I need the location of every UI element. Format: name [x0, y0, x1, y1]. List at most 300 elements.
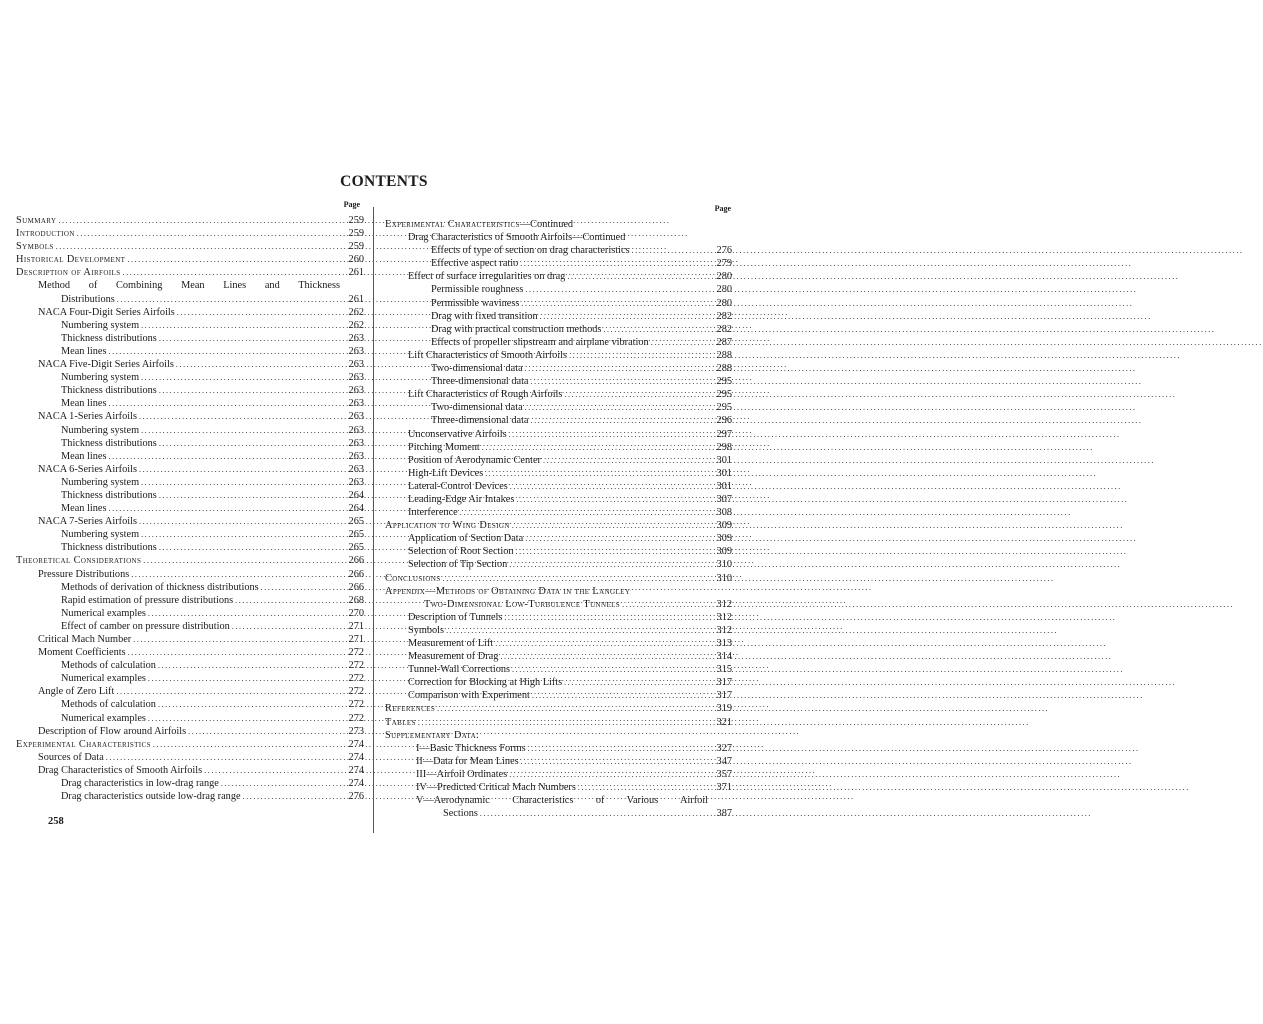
toc-entry-page: 276	[716, 245, 732, 257]
toc-entry-title: Application of Section Data	[408, 533, 524, 545]
dot-leader	[77, 227, 340, 240]
toc-entry-page: 263	[348, 398, 364, 410]
dot-leader	[116, 685, 340, 698]
toc-entry	[16, 463, 364, 476]
toc-entry-title: Permissible roughness	[431, 284, 524, 296]
toc-entry-title: Moment Coefficients	[38, 647, 126, 659]
dot-leader	[117, 293, 340, 306]
toc-entry-title: NACA 7-Series Airfoils	[38, 516, 137, 528]
toc-entry-page: 309	[716, 520, 732, 532]
toc-entry	[385, 480, 732, 493]
dot-leader	[622, 598, 708, 611]
toc-entry-title: Drag characteristics in low-drag range	[61, 778, 219, 790]
toc-entry-page: 282	[716, 323, 732, 335]
toc-entry	[385, 231, 732, 244]
toc-entry-title: Lift Characteristics of Rough Airfoils	[408, 389, 563, 401]
toc-entry	[385, 454, 732, 467]
toc-entry	[16, 790, 364, 803]
dot-leader	[106, 751, 340, 764]
dot-leader	[221, 777, 340, 790]
toc-entry-title: Thickness distributions	[61, 332, 157, 344]
toc-entry	[16, 227, 364, 240]
toc-entry	[16, 672, 364, 685]
toc-entry-title: Drag characteristics outside low-drag range	[61, 791, 241, 803]
toc-entry-page: 307	[716, 493, 732, 505]
toc-entry-page: 288	[716, 349, 732, 361]
dot-leader	[128, 646, 340, 659]
toc-entry-page: 266	[348, 581, 364, 593]
toc-entry-page: 301	[716, 454, 732, 466]
toc-entry-page: 310	[716, 559, 732, 571]
dot-leader	[525, 532, 708, 545]
toc-entry	[16, 594, 364, 607]
toc-entry	[385, 388, 732, 401]
toc-entry	[16, 319, 364, 332]
toc-entry-title: Position of Aerodynamic Center	[408, 454, 541, 466]
dot-leader	[521, 297, 708, 310]
toc-entry-page: 276	[348, 791, 364, 803]
toc-entry	[385, 768, 732, 781]
toc-entry-title: NACA Five-Digit Series Airfoils	[38, 359, 174, 371]
toc-entry-page: 263	[348, 476, 364, 488]
toc-entry-title: Mean lines	[61, 345, 107, 357]
toc-entry-page: 280	[716, 297, 732, 309]
toc-entry	[16, 253, 364, 266]
toc-entry-title: Description of Airfoils	[16, 267, 121, 279]
toc-entry-title: Theoretical Considerations	[16, 555, 142, 567]
toc-entry-title: Angle of Zero Lift	[38, 686, 115, 698]
toc-entry	[385, 702, 732, 715]
toc-entry	[385, 729, 732, 742]
toc-entry	[16, 424, 364, 437]
toc-entry-page: 317	[716, 677, 732, 689]
toc-entry-title: Drag with fixed transition	[431, 310, 538, 322]
toc-entry-title: Summary	[16, 215, 57, 226]
dot-leader	[509, 428, 708, 441]
toc-entry	[385, 611, 732, 624]
toc-entry-title: Selection of Tip Section	[408, 559, 508, 571]
dot-leader	[235, 594, 340, 607]
toc-entry-page: 263	[348, 411, 364, 423]
dot-leader	[540, 310, 708, 323]
toc-entry-title: NACA 6-Series Airfoils	[38, 463, 137, 475]
toc-entry-page: 313	[716, 638, 732, 649]
toc-entry	[385, 257, 732, 270]
dot-leader	[177, 306, 340, 319]
toc-entry-title: Introduction	[16, 228, 75, 240]
toc-entry	[16, 738, 364, 751]
dot-leader	[651, 336, 708, 349]
toc-entry-page: 263	[348, 424, 364, 436]
toc-entry-page: 263	[348, 332, 364, 344]
toc-entry	[16, 410, 364, 423]
dot-leader	[512, 663, 708, 676]
dot-leader	[480, 807, 708, 820]
toc-left-column	[16, 200, 364, 803]
dot-leader	[159, 437, 340, 450]
toc-entry	[385, 362, 732, 375]
toc-entry-page: 266	[348, 555, 364, 567]
toc-entry-title: Thickness distributions	[61, 385, 157, 397]
toc-entry	[16, 476, 364, 489]
toc-entry-page: 263	[348, 450, 364, 462]
dot-leader	[108, 397, 340, 410]
toc-entry-page: 312	[716, 624, 732, 636]
toc-entry	[385, 270, 732, 283]
toc-entry	[385, 310, 732, 323]
toc-entry	[385, 493, 732, 506]
toc-entries-right	[385, 218, 732, 820]
toc-entry-page: 272	[348, 699, 364, 711]
toc-entry-title: Numbering system	[61, 319, 140, 331]
dot-leader	[141, 424, 340, 437]
toc-entry-page: 298	[716, 441, 732, 453]
toc-entry	[385, 663, 732, 676]
toc-entry	[16, 240, 364, 253]
toc-entry	[16, 568, 364, 581]
toc-entry-page: 272	[348, 647, 364, 659]
toc-entry-title: Lateral-Control Devices	[408, 480, 508, 492]
toc-entry	[385, 585, 732, 598]
toc-entry-title: Numerical examples	[61, 712, 146, 724]
dot-leader	[58, 214, 340, 227]
toc-entry-page: 295	[716, 402, 732, 414]
toc-entry-page: 280	[716, 284, 732, 296]
toc-entry-title: Numbering system	[61, 529, 140, 541]
dot-leader	[108, 345, 340, 358]
dot-leader	[543, 454, 708, 467]
toc-entry	[385, 532, 732, 545]
toc-entry-title: Effective aspect ratio	[431, 258, 519, 270]
dot-leader	[141, 476, 340, 489]
dot-leader	[261, 581, 340, 594]
toc-entry-title: Drag Characteristics of Smooth Airfoils—Continued	[408, 232, 626, 244]
toc-entry-title: Tables	[385, 716, 416, 728]
toc-entry-page: 357	[716, 768, 732, 780]
toc-entry-title: Three-dimensional data	[431, 415, 529, 427]
toc-entry	[16, 764, 364, 777]
toc-entry-title: Two-dimensional data	[431, 402, 523, 414]
toc-entry-page: 272	[348, 712, 364, 724]
dot-leader	[108, 450, 340, 463]
toc-entry	[16, 698, 364, 711]
toc-entry-page: 297	[716, 428, 732, 440]
dot-leader	[495, 637, 708, 650]
dot-leader	[243, 790, 340, 803]
toc-entry-page: 295	[716, 389, 732, 401]
toc-entry-title: Measurement of Drag	[408, 651, 499, 663]
toc-entry-page: 371	[716, 782, 732, 794]
dot-leader	[159, 541, 340, 554]
toc-entry-page: 272	[348, 686, 364, 698]
dot-leader	[569, 349, 708, 362]
dot-leader	[141, 528, 340, 541]
toc-entry-page: 272	[348, 673, 364, 685]
toc-entry	[16, 528, 364, 541]
toc-entry-title: Mean lines	[61, 398, 107, 410]
toc-entry-page: 319	[716, 703, 732, 715]
toc-entry	[16, 581, 364, 594]
dot-leader	[531, 414, 709, 427]
toc-entry-page: 296	[716, 415, 732, 427]
toc-entry-page: 265	[348, 542, 364, 554]
toc-entry	[16, 659, 364, 672]
dot-leader	[131, 568, 340, 581]
toc-entry-title: Mean lines	[61, 503, 107, 515]
toc-entry	[385, 650, 732, 663]
toc-entry	[16, 293, 364, 306]
toc-entry-page: 317	[716, 690, 732, 702]
toc-entry-title: Drag with practical construction methods	[431, 323, 602, 335]
toc-entry-page: 274	[348, 751, 364, 763]
toc-entry-page: 274	[348, 778, 364, 790]
toc-entry-title: NACA Four-Digit Series Airfoils	[38, 306, 175, 318]
toc-entry-page: 347	[716, 755, 732, 767]
toc-entry-title: Selection of Root Section	[408, 546, 514, 558]
toc-entry	[385, 519, 732, 532]
dot-leader	[509, 558, 708, 571]
dot-leader	[510, 480, 708, 493]
toc-entry	[385, 323, 732, 336]
toc-entry	[385, 689, 732, 702]
toc-entry	[16, 437, 364, 450]
toc-entry	[16, 777, 364, 790]
toc-entry-page: 315	[716, 664, 732, 676]
toc-entry-page: 314	[716, 651, 732, 663]
dot-leader	[567, 270, 708, 283]
dot-leader	[437, 702, 708, 715]
toc-entry-title: Pressure Distributions	[38, 568, 130, 580]
toc-entry	[16, 345, 364, 358]
toc-entry-page: 260	[348, 254, 364, 266]
toc-entry-page: 265	[348, 529, 364, 541]
dot-leader	[512, 519, 708, 532]
toc-entry-title: Methods of calculation	[61, 660, 156, 672]
dot-leader	[188, 725, 340, 738]
toc-entry	[16, 371, 364, 384]
dot-leader	[141, 371, 340, 384]
toc-entry	[385, 676, 732, 689]
toc-entry-title: Distributions	[61, 293, 115, 305]
toc-entry-title: Correction for Blocking at High Lifts	[408, 677, 563, 689]
dot-leader	[509, 768, 708, 781]
dot-leader	[578, 781, 708, 794]
dot-leader	[148, 672, 340, 685]
toc-entry-title: Effect of surface irregularities on drag	[408, 271, 566, 283]
toc-entry-title: Permissible waviness	[431, 297, 520, 309]
toc-entry	[385, 336, 732, 349]
toc-entry	[16, 384, 364, 397]
toc-entry	[16, 541, 364, 554]
toc-entry-page: 263	[348, 345, 364, 357]
toc-entry-page: 261	[348, 267, 364, 279]
toc-entry	[16, 358, 364, 371]
page-number: 258	[48, 816, 64, 827]
toc-entry	[385, 781, 732, 794]
toc-entry	[385, 794, 732, 807]
toc-entry	[16, 685, 364, 698]
page-column-header: Page	[343, 200, 360, 209]
toc-entry-page: 301	[716, 467, 732, 479]
toc-entry-title: Effect of camber on pressure distribution	[61, 620, 230, 632]
toc-entry-title: Leading-Edge Air Intakes	[408, 493, 515, 505]
dot-leader	[521, 755, 708, 768]
toc-entry-title: Drag Characteristics of Smooth Airfoils	[38, 764, 203, 776]
toc-entry-page: 312	[716, 598, 732, 610]
toc-entry-title: Methods of derivation of thickness distributions	[61, 581, 259, 593]
toc-entry-title: Measurement of Lift	[408, 638, 494, 649]
dot-leader	[108, 502, 340, 515]
toc-entry-title: Lift Characteristics of Smooth Airfoils	[408, 349, 568, 361]
toc-entry-title: Historical Development	[16, 254, 126, 266]
toc-entry-title: Thickness distributions	[61, 489, 157, 501]
toc-entry-title: Description of Tunnels	[408, 611, 503, 623]
toc-entry-title: Rapid estimation of pressure distributions	[61, 594, 234, 606]
toc-entry	[16, 306, 364, 319]
toc-entry-page: 263	[348, 359, 364, 371]
toc-entry-title: High-Lift Devices	[408, 467, 484, 479]
dot-leader	[531, 375, 709, 388]
dot-leader	[528, 742, 708, 755]
toc-entry	[385, 742, 732, 755]
dot-leader	[153, 738, 340, 751]
toc-entry-page: 259	[348, 241, 364, 253]
dot-leader	[564, 388, 708, 401]
toc-entry-page: 271	[348, 620, 364, 632]
dot-leader	[520, 257, 708, 270]
toc-entry	[385, 545, 732, 558]
toc-entry-title: I—Basic Thickness Forms	[416, 742, 526, 754]
toc-entry-page: 310	[716, 572, 732, 584]
toc-entry-title: Appendix—Methods of Obtaining Data in the Langley	[385, 585, 631, 597]
toc-entry	[385, 283, 732, 296]
toc-entry-page: 327	[716, 742, 732, 754]
toc-entry-title: Supplementary Data:	[385, 729, 480, 741]
toc-entry	[16, 502, 364, 515]
toc-entry	[385, 506, 732, 519]
toc-entry-title: Conclusions	[385, 572, 441, 584]
toc-entry-title: Thickness distributions	[61, 542, 157, 554]
toc-entry-title: Three-dimensional data	[431, 376, 529, 388]
dot-leader	[127, 253, 340, 266]
toc-entry-title: Comparison with Experiment	[408, 690, 530, 702]
toc-entry-title: Methods of calculation	[61, 699, 156, 711]
dot-leader	[446, 624, 708, 637]
dot-leader	[123, 266, 341, 279]
toc-entry-title: Numbering system	[61, 372, 140, 384]
toc-entry-title: III—Airfoil Ordinates	[416, 768, 508, 780]
toc-entry-title: Critical Mach Number	[38, 634, 132, 645]
toc-entry-title: Effects of propeller slipstream and airplane vibration	[431, 336, 649, 348]
toc-entry-page: 266	[348, 568, 364, 580]
toc-entry-title: Application to Wing Design	[385, 520, 510, 532]
toc-entry-title: Numbering system	[61, 424, 140, 436]
toc-entry-title: Pitching Moment	[408, 441, 480, 453]
toc-entry	[385, 414, 732, 427]
dot-leader	[443, 572, 708, 585]
toc-entry	[385, 637, 732, 650]
toc-entry-title: Effects of type of section on drag characteristics	[431, 245, 630, 257]
toc-entry	[385, 467, 732, 480]
dot-leader	[603, 323, 708, 336]
toc-entry	[385, 297, 732, 310]
toc-entry-page: 288	[716, 363, 732, 375]
dot-leader	[141, 319, 340, 332]
toc-entry-title: Method of Combining Mean Lines and Thickness	[38, 280, 340, 292]
toc-entry-title: Unconservative Airfoils	[408, 428, 507, 440]
toc-entry	[385, 558, 732, 571]
toc-entry	[385, 375, 732, 388]
toc-entry	[385, 807, 732, 820]
toc-entry	[16, 332, 364, 345]
toc-right-column	[385, 200, 732, 820]
page-column-header: Page	[714, 204, 731, 213]
toc-entry-title: Thickness distributions	[61, 437, 157, 449]
toc-entry-title: Numerical examples	[61, 607, 146, 619]
toc-entry-page: 262	[348, 306, 364, 318]
toc-entry	[16, 751, 364, 764]
dot-leader	[133, 633, 340, 646]
dot-leader	[159, 489, 340, 502]
toc-entry	[16, 725, 364, 738]
dot-leader	[418, 716, 708, 729]
dot-leader	[500, 650, 708, 663]
toc-entry	[16, 712, 364, 725]
dot-leader	[485, 467, 708, 480]
toc-entry-page: 264	[348, 489, 364, 501]
dot-leader	[139, 463, 340, 476]
toc-entry-title: Interference	[408, 507, 458, 519]
dot-leader	[159, 384, 340, 397]
toc-entry	[16, 450, 364, 463]
dot-leader	[148, 712, 340, 725]
toc-entry-page: 271	[348, 634, 364, 645]
toc-entry-page: 263	[348, 437, 364, 449]
dot-leader	[204, 764, 340, 777]
toc-entry-page: 312	[716, 611, 732, 623]
toc-entry	[16, 266, 364, 279]
dot-leader	[143, 554, 340, 567]
toc-entry-page: 272	[348, 660, 364, 672]
dot-leader	[139, 515, 340, 528]
toc-entry-title: V—Aerodynamic Characteristics of Various Airfoil	[416, 795, 708, 807]
toc-entry-page: 387	[716, 808, 732, 820]
toc-entry-title: Mean lines	[61, 450, 107, 462]
toc-entry	[385, 716, 732, 729]
toc-entry-page: 274	[348, 738, 364, 750]
toc-entry-title: IV—Predicted Critical Mach Numbers	[416, 782, 576, 794]
toc-entry	[385, 755, 732, 768]
dot-leader	[516, 493, 708, 506]
toc-entry	[16, 214, 364, 227]
toc-entries-left	[16, 214, 364, 803]
dot-leader	[482, 441, 708, 454]
dot-leader	[532, 689, 708, 702]
dot-leader	[525, 401, 708, 414]
toc-entry-title: Numbering system	[61, 476, 140, 488]
toc-entry-page: 282	[716, 310, 732, 322]
toc-entry-title: Description of Flow around Airfoils	[38, 725, 187, 737]
toc-entry-page: 273	[348, 725, 364, 737]
toc-entry-page: 287	[716, 336, 732, 348]
toc-entry-page: 261	[348, 293, 364, 305]
toc-entry	[385, 244, 732, 257]
toc-entry-title: Sections	[443, 808, 478, 820]
toc-entry-title: Symbols	[16, 241, 54, 253]
dot-leader	[564, 676, 708, 689]
toc-entry-title: References	[385, 703, 436, 715]
dot-leader	[148, 607, 340, 620]
